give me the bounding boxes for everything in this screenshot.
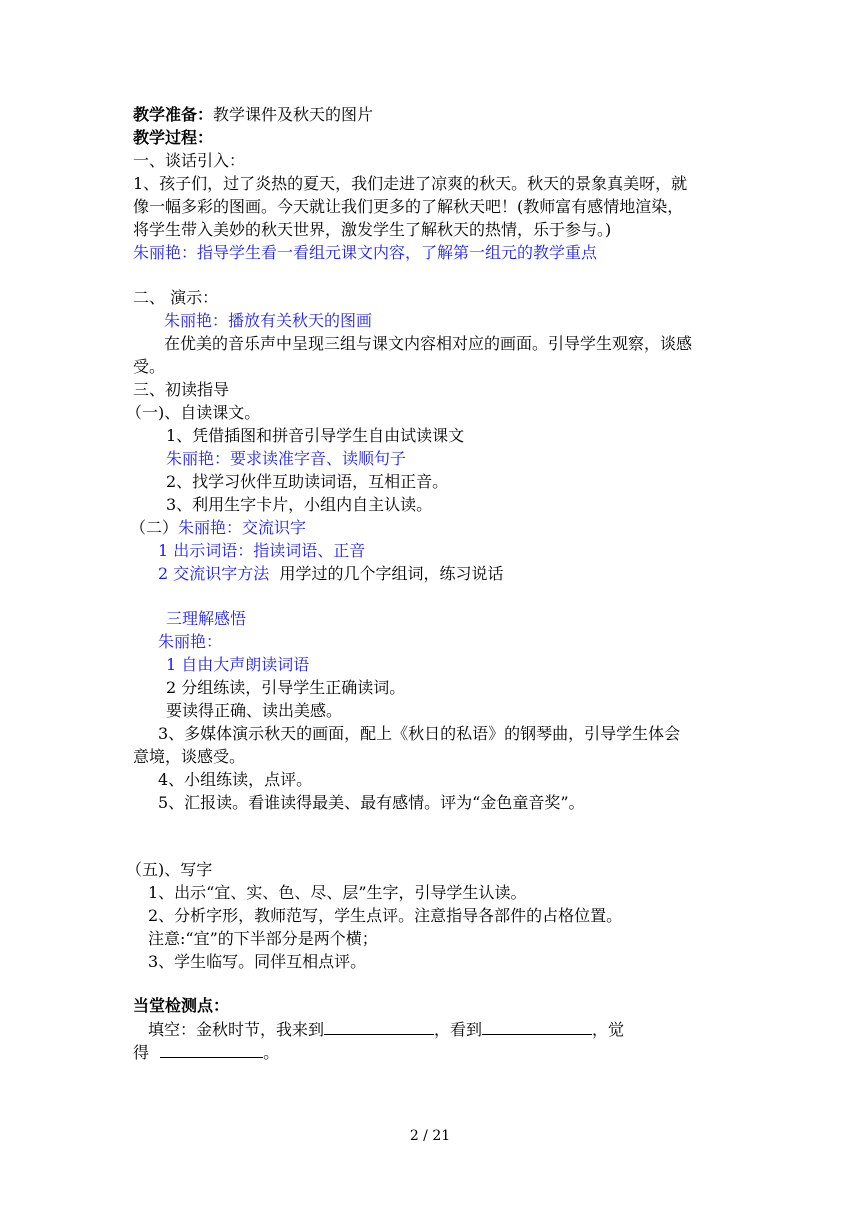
process-title: 教学过程： — [133, 128, 214, 147]
section-3-sub-2-note: 朱丽艳：交流识字 — [178, 518, 307, 537]
section-1-para-line-1: 1、孩子们，过了炎热的夏天，我们走进了凉爽的秋天。秋天的景象真美呀，就 — [133, 174, 688, 193]
prep-text: 教学课件及秋天的图片 — [213, 105, 374, 124]
prep-label: 教学准备： — [133, 105, 214, 124]
section-2-para-line-2: 受。 — [133, 357, 166, 376]
section-4-item-5: 5、汇报读。看谁读得最美、最有感情。评为“金色童音奖”。 — [158, 793, 585, 812]
prep-line — [133, 104, 373, 126]
section-3-item-3: 3、利用生字卡片，小组内自主认读。 — [166, 495, 433, 514]
section-5-title: （五)、写字 — [126, 860, 213, 879]
section-3-sub-2 — [130, 517, 306, 539]
check-text-2: ，看到 — [434, 1020, 483, 1039]
section-2-title: 二、 演示： — [133, 288, 219, 307]
check-text-5: 。 — [263, 1043, 280, 1062]
section-5-item-2: 2、分析字形，教师范写，学生点评。注意指导各部件的占格位置。 — [148, 906, 623, 925]
page-number: 2 / 21 — [409, 1128, 451, 1144]
section-5-item-1: 1、出示“宜、实、色、尽、层”生字，引导学生认读。 — [148, 883, 527, 902]
section-3-item-1: 1、凭借插图和拼音引导学生自由试读课文 — [166, 426, 465, 445]
check-title: 当堂检测点： — [133, 996, 230, 1015]
section-4-item-2b: 要读得正确、读出美感。 — [166, 701, 343, 720]
section-1-para-line-3: 将学生带入美妙的秋天世界，激发学生了解秋天的热情，乐于参与。) — [133, 220, 612, 239]
section-2-note: 朱丽艳：播放有关秋天的图画 — [164, 311, 373, 330]
section-3-bullet-2-label: 2 交流识字方法 — [158, 564, 270, 583]
section-5-item-3: 3、学生临写。同伴互相点评。 — [148, 952, 367, 971]
section-1-note: 朱丽艳：指导学生看一看组元课文内容，了解第一组元的教学重点 — [133, 243, 598, 262]
check-text-3: ，觉 — [592, 1020, 625, 1039]
section-1-title: 一、谈话引入： — [133, 151, 246, 170]
check-text-4: 得 — [133, 1043, 155, 1062]
fill-blank-2[interactable] — [482, 1018, 592, 1035]
section-3-bullet-1: 1 出示词语：指读词语、正音 — [158, 541, 366, 560]
section-3-note-1: 朱丽艳：要求读准字音、读顺句子 — [166, 449, 407, 468]
section-4-bullet-1: 1 自由大声朗读词语 — [166, 655, 310, 674]
section-4-item-4: 4、小组练读，点评。 — [158, 770, 313, 789]
check-line-1 — [148, 1018, 624, 1041]
check-line-2 — [133, 1041, 279, 1064]
section-4-title: 三理解感悟 — [166, 609, 247, 628]
section-4-item-3: 3、多媒体演示秋天的画面，配上《秋日的私语》的钢琴曲，引导学生体会 — [158, 724, 681, 743]
section-2-para-line-1: 在优美的音乐声中呈现三组与课文内容相对应的画面。引导学生观察，谈感 — [164, 334, 693, 353]
section-4-name: 朱丽艳： — [158, 632, 223, 651]
section-3-item-2: 2、找学习伙伴互助读词语，互相正音。 — [166, 472, 449, 491]
section-3-sub-2-prefix: （二） — [130, 518, 179, 537]
fill-blank-1[interactable] — [324, 1018, 434, 1035]
section-4-item-2: 2 分组练读，引导学生正确读词。 — [166, 678, 406, 697]
fill-blank-3[interactable] — [160, 1041, 263, 1058]
section-3-bullet-2 — [158, 563, 503, 585]
section-3-title: 三、初读指导 — [133, 380, 230, 399]
check-text-1: 填空：金秋时节，我来到 — [148, 1020, 325, 1039]
section-5-item-2b: 注意:“宜”的下半部分是两个横； — [148, 929, 378, 948]
section-1-para-line-2: 像一幅多彩的图画。今天就让我们更多的了解秋天吧！(教师富有感情地渲染， — [133, 197, 684, 216]
section-3-sub-1: （一)、自读课文。 — [126, 403, 261, 422]
section-4-item-3b: 意境，谈感受。 — [133, 747, 246, 766]
section-3-bullet-2-rest: 用学过的几个字组词，练习说话 — [269, 564, 504, 583]
